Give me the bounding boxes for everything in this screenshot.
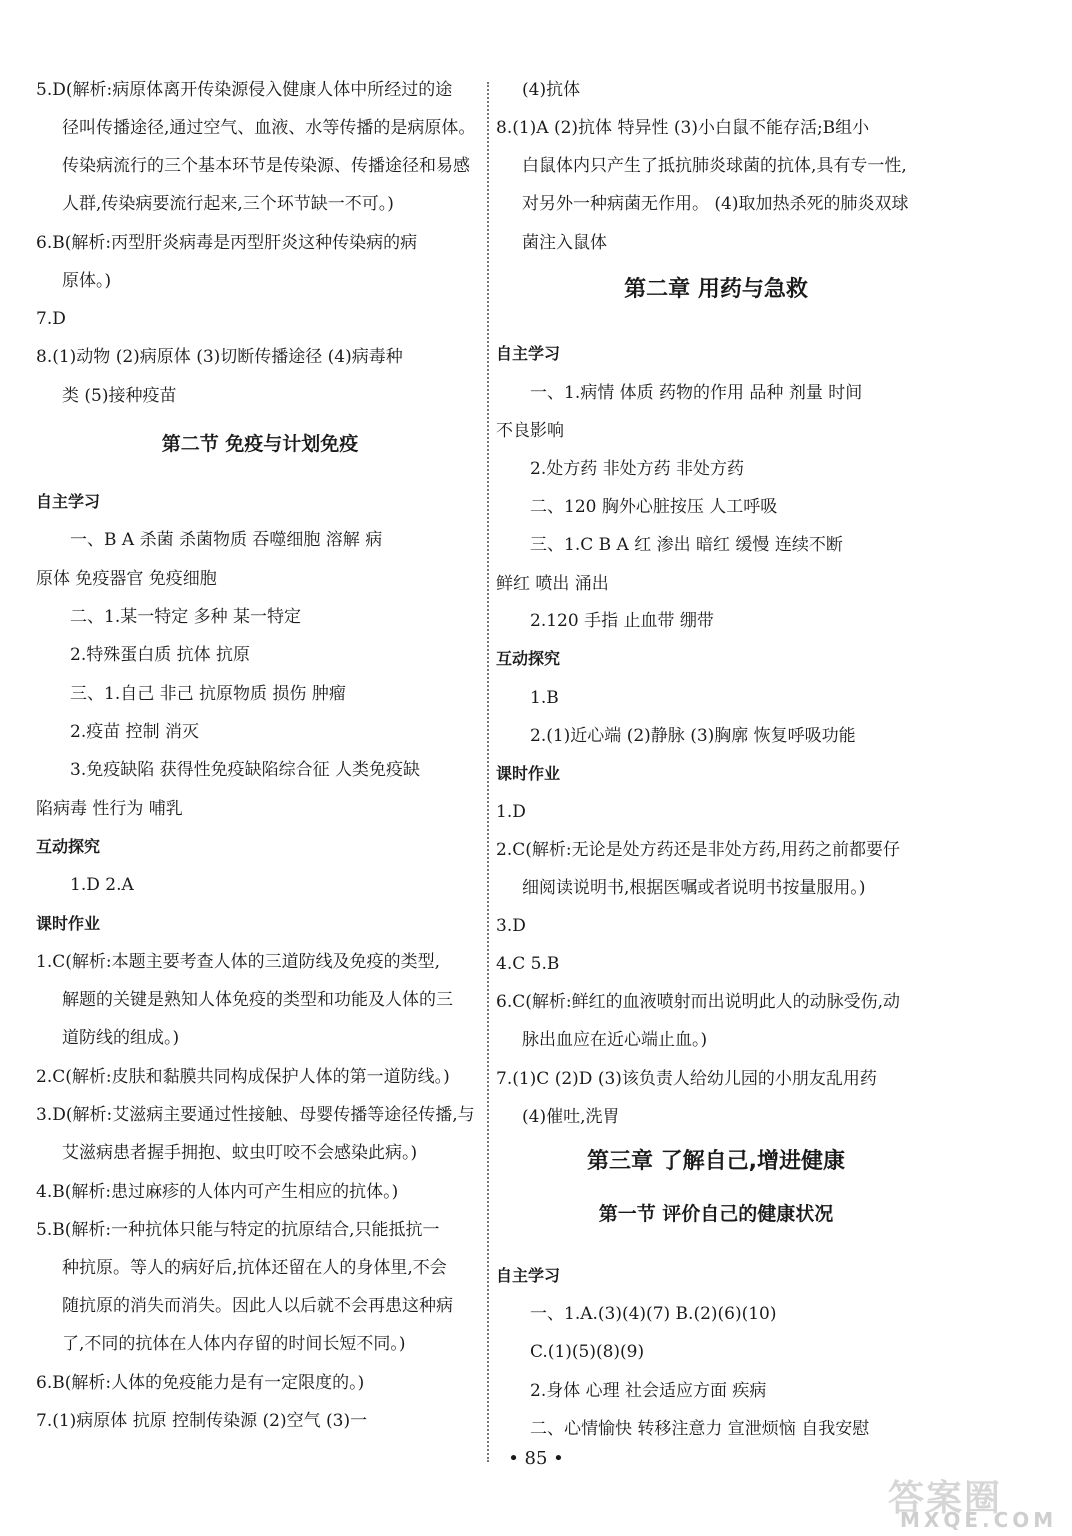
right-line: 白鼠体内只产生了抵抗肺炎球菌的抗体,具有专一性, bbox=[522, 156, 907, 176]
left-line: 一、B A 杀菌 杀菌物质 吞噬细胞 溶解 病 bbox=[70, 530, 383, 550]
watermark-url: MXQE.COM bbox=[900, 1508, 1058, 1532]
left-line: 人群,传染病要流行起来,三个环节缺一不可。) bbox=[62, 194, 394, 214]
section-title: 第一节 评价自己的健康状况 bbox=[598, 1203, 834, 1225]
left-line: 种抗原。等人的病好后,抗体还留在人的身体里,不会 bbox=[62, 1258, 447, 1278]
left-line: 三、1.自己 非己 抗原物质 损伤 肿瘤 bbox=[70, 684, 346, 704]
right-line: 一、1.A.(3)(4)(7) B.(2)(6)(10) bbox=[530, 1304, 777, 1324]
right-line: 2.(1)近心端 (2)静脉 (3)胸廓 恢复呼吸功能 bbox=[530, 726, 856, 746]
left-line: 了,不同的抗体在人体内存留的时间长短不同。) bbox=[62, 1334, 406, 1354]
column-divider bbox=[487, 82, 489, 1462]
right-line: 鲜红 喷出 涌出 bbox=[496, 574, 609, 594]
subsection-heading: 自主学习 bbox=[496, 1266, 561, 1285]
left-line: 艾滋病患者握手拥抱、蚊虫叮咬不会感染此病。) bbox=[62, 1143, 418, 1163]
right-line: (4)催吐,洗胃 bbox=[522, 1107, 620, 1127]
right-line: 对另外一种病菌无作用。 (4)取加热杀死的肺炎双球 bbox=[522, 194, 909, 214]
left-line: 5.B(解析:一种抗体只能与特定的抗原结合,只能抵抗一 bbox=[36, 1220, 440, 1240]
left-line: 5.D(解析:病原体离开传染源侵入健康人体中所经过的途 bbox=[36, 80, 453, 100]
left-line: 2.C(解析:皮肤和黏膜共同构成保护人体的第一道防线。) bbox=[36, 1067, 450, 1087]
right-line: 2.C(解析:无论是处方药还是非处方药,用药之前都要仔 bbox=[496, 840, 900, 860]
right-line: 脉出血应在近心端止血。) bbox=[522, 1030, 708, 1050]
right-line: 三、1.C B A 红 渗出 暗红 缓慢 连续不断 bbox=[530, 535, 843, 555]
left-line: 道防线的组成。) bbox=[62, 1028, 180, 1048]
right-line: 7.(1)C (2)D (3)该负责人给幼儿园的小朋友乱用药 bbox=[496, 1069, 877, 1089]
left-line: 原体。) bbox=[62, 271, 112, 291]
right-line: C.(1)(5)(8)(9) bbox=[530, 1342, 645, 1362]
right-line: 不良影响 bbox=[496, 421, 564, 441]
left-line: 2.疫苗 控制 消灭 bbox=[70, 722, 200, 742]
watermark-logo bbox=[880, 1470, 1066, 1532]
right-line: 1.D bbox=[496, 802, 526, 822]
left-line: 7.D bbox=[36, 309, 66, 329]
right-line: 3.D bbox=[496, 916, 526, 936]
left-line: 6.B(解析:人体的免疫能力是有一定限度的。) bbox=[36, 1373, 365, 1393]
left-line: 3.D(解析:艾滋病主要通过性接触、母婴传播等途径传播,与 bbox=[36, 1105, 475, 1125]
left-line: 6.B(解析:丙型肝炎病毒是丙型肝炎这种传染病的病 bbox=[36, 233, 418, 253]
right-line: 细阅读说明书,根据医嘱或者说明书按量服用。) bbox=[522, 878, 866, 898]
chapter-title: 第三章 了解自己,增进健康 bbox=[586, 1149, 846, 1174]
right-line: 菌注入鼠体 bbox=[522, 233, 607, 253]
right-line: 8.(1)A (2)抗体 特异性 (3)小白鼠不能存活;B组小 bbox=[496, 118, 870, 138]
right-line: (4)抗体 bbox=[522, 80, 581, 100]
left-line: 3.免疫缺陷 获得性免疫缺陷综合征 人类免疫缺 bbox=[70, 760, 421, 780]
left-line: 原体 免疫器官 免疫细胞 bbox=[36, 569, 217, 589]
subsection-heading: 课时作业 bbox=[496, 764, 561, 783]
right-line: 6.C(解析:鲜红的血液喷射而出说明此人的动脉受伤,动 bbox=[496, 992, 900, 1012]
subsection-heading: 互动探究 bbox=[36, 837, 101, 856]
left-line: 2.特殊蛋白质 抗体 抗原 bbox=[70, 645, 251, 665]
left-line: 4.B(解析:患过麻疹的人体内可产生相应的抗体。) bbox=[36, 1182, 399, 1202]
left-line: 陷病毒 性行为 哺乳 bbox=[36, 799, 183, 819]
left-line: 随抗原的消失而消失。因此人以后就不会再患这种病 bbox=[62, 1296, 453, 1316]
left-line: 8.(1)动物 (2)病原体 (3)切断传播途径 (4)病毒种 bbox=[36, 347, 403, 367]
right-line: 2.120 手指 止血带 绷带 bbox=[530, 611, 714, 631]
subsection-heading: 互动探究 bbox=[496, 649, 561, 668]
left-line: 径叫传播途径,通过空气、血液、水等传播的是病原体。 bbox=[62, 118, 476, 138]
right-line: 一、1.病情 体质 药物的作用 品种 剂量 时间 bbox=[530, 383, 863, 403]
subsection-heading: 自主学习 bbox=[496, 344, 561, 363]
left-line: 传染病流行的三个基本环节是传染源、传播途径和易感 bbox=[62, 156, 470, 176]
section-title: 第二节 免疫与计划免疫 bbox=[161, 433, 359, 455]
left-line: 类 (5)接种疫苗 bbox=[62, 386, 177, 406]
left-line: 1.C(解析:本题主要考查人体的三道防线及免疫的类型, bbox=[36, 952, 440, 972]
subsection-heading: 课时作业 bbox=[36, 914, 101, 933]
left-line: 二、1.某一特定 多种 某一特定 bbox=[70, 607, 302, 627]
chapter-title: 第二章 用药与急救 bbox=[624, 277, 808, 302]
watermark-text: 答案圈 bbox=[888, 1478, 1003, 1519]
subsection-heading: 自主学习 bbox=[36, 492, 101, 511]
right-line: 1.B bbox=[530, 688, 559, 708]
right-line: 二、120 胸外心脏按压 人工呼吸 bbox=[530, 497, 778, 517]
right-line: 2.处方药 非处方药 非处方药 bbox=[530, 459, 745, 479]
page-number: • 85 • bbox=[508, 1448, 564, 1469]
right-line: 二、心情愉快 转移注意力 宣泄烦恼 自我安慰 bbox=[530, 1419, 870, 1439]
left-line: 7.(1)病原体 抗原 控制传染源 (2)空气 (3)一 bbox=[36, 1411, 368, 1431]
right-line: 4.C 5.B bbox=[496, 954, 560, 974]
right-line: 2.身体 心理 社会适应方面 疾病 bbox=[530, 1381, 767, 1401]
left-line: 1.D 2.A bbox=[70, 875, 134, 895]
left-line: 解题的关键是熟知人体免疫的类型和功能及人体的三 bbox=[62, 990, 453, 1010]
